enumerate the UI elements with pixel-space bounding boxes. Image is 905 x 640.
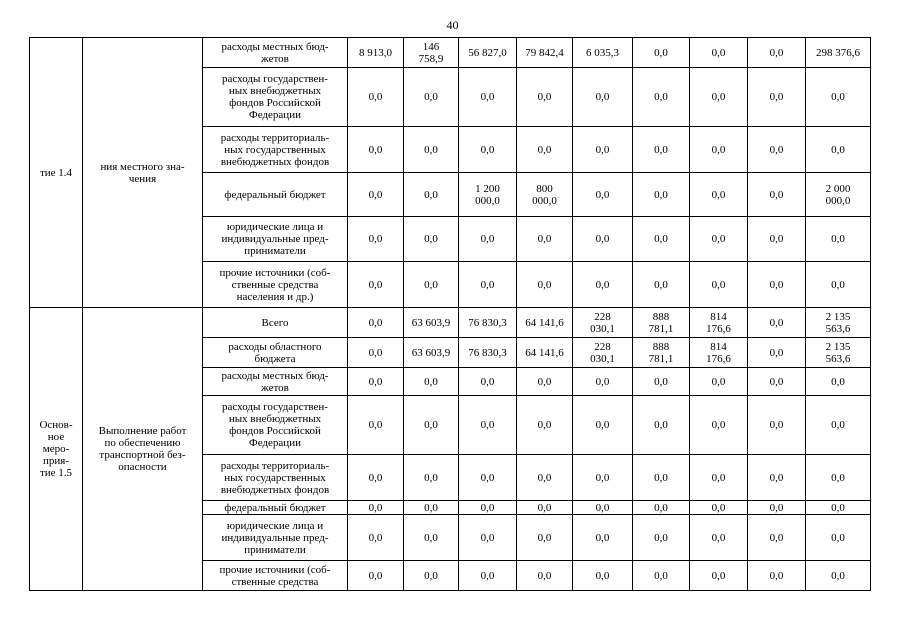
amount-cell: 0,0 [404,262,459,308]
amount-cell: 0,0 [806,127,871,173]
amount-cell: 0,0 [806,262,871,308]
amount-cell: 0,0 [748,262,806,308]
amount-cell: 0,0 [806,455,871,501]
amount-cell: 0,0 [404,396,459,455]
amount-cell: 2 000 000,0 [806,173,871,217]
measure-cell: Основ- ное меро- прия- тие 1.5 [30,308,83,591]
amount-cell: 0,0 [748,68,806,127]
measure-name-cell: ния местного зна- чения [83,38,203,308]
funding-source-cell: федеральный бюджет [203,501,348,515]
amount-cell: 0,0 [404,515,459,561]
amount-cell: 0,0 [806,368,871,396]
amount-cell: 0,0 [348,308,404,338]
amount-cell: 0,0 [748,396,806,455]
amount-cell: 0,0 [348,515,404,561]
amount-cell: 0,0 [459,501,517,515]
funding-source-cell: расходы местных бюд- жетов [203,38,348,68]
amount-cell: 0,0 [748,217,806,262]
amount-cell: 0,0 [573,68,633,127]
amount-cell: 0,0 [573,217,633,262]
amount-cell: 0,0 [806,217,871,262]
amount-cell: 888 781,1 [633,308,690,338]
amount-cell: 0,0 [690,396,748,455]
amount-cell: 0,0 [748,515,806,561]
amount-cell: 0,0 [348,396,404,455]
amount-cell: 0,0 [633,396,690,455]
amount-cell: 76 830,3 [459,308,517,338]
amount-cell: 0,0 [633,515,690,561]
funding-source-cell: прочие источники (соб- ственные средства населения и др.) [203,262,348,308]
amount-cell: 0,0 [459,368,517,396]
amount-cell: 0,0 [748,368,806,396]
amount-cell: 888 781,1 [633,338,690,368]
amount-cell: 0,0 [348,262,404,308]
amount-cell: 0,0 [633,262,690,308]
amount-cell: 0,0 [690,515,748,561]
amount-cell: 0,0 [459,455,517,501]
amount-cell: 2 135 563,6 [806,338,871,368]
amount-cell: 63 603,9 [404,308,459,338]
amount-cell: 0,0 [806,561,871,591]
amount-cell: 0,0 [348,501,404,515]
amount-cell: 0,0 [806,68,871,127]
amount-cell: 0,0 [404,455,459,501]
amount-cell: 228 030,1 [573,308,633,338]
amount-cell: 0,0 [633,38,690,68]
amount-cell: 0,0 [404,217,459,262]
amount-cell: 6 035,3 [573,38,633,68]
measure-name-cell: Выполнение работ по обеспечению транспортной без- опасности [83,308,203,591]
amount-cell: 0,0 [573,501,633,515]
amount-cell: 0,0 [748,338,806,368]
funding-source-cell: расходы государствен- ных внебюджетных фондов Российской Федерации [203,396,348,455]
amount-cell: 0,0 [748,455,806,501]
amount-cell: 0,0 [633,561,690,591]
amount-cell: 0,0 [517,396,573,455]
amount-cell: 79 842,4 [517,38,573,68]
amount-cell: 1 200 000,0 [459,173,517,217]
table-row [30,308,871,338]
amount-cell: 0,0 [690,38,748,68]
amount-cell: 0,0 [348,173,404,217]
amount-cell: 0,0 [748,173,806,217]
amount-cell: 0,0 [690,173,748,217]
amount-cell: 0,0 [806,396,871,455]
amount-cell: 0,0 [633,455,690,501]
amount-cell: 0,0 [459,127,517,173]
amount-cell: 0,0 [633,217,690,262]
amount-cell: 0,0 [517,127,573,173]
amount-cell: 800 000,0 [517,173,573,217]
amount-cell: 76 830,3 [459,338,517,368]
amount-cell: 0,0 [748,38,806,68]
amount-cell: 0,0 [806,515,871,561]
amount-cell: 0,0 [633,368,690,396]
funding-source-cell: расходы территориаль- ных государственных внебюджетных фондов [203,127,348,173]
amount-cell: 0,0 [517,515,573,561]
amount-cell: 0,0 [573,561,633,591]
amount-cell: 0,0 [517,368,573,396]
amount-cell: 0,0 [806,501,871,515]
amount-cell: 0,0 [573,455,633,501]
amount-cell: 0,0 [690,455,748,501]
amount-cell: 0,0 [404,68,459,127]
amount-cell: 0,0 [459,515,517,561]
amount-cell: 0,0 [348,455,404,501]
amount-cell: 0,0 [348,561,404,591]
funding-source-cell: расходы государствен- ных внебюджетных фондов Российской Федерации [203,68,348,127]
amount-cell: 0,0 [459,217,517,262]
amount-cell: 0,0 [348,217,404,262]
amount-cell: 0,0 [348,127,404,173]
amount-cell: 0,0 [748,308,806,338]
amount-cell: 228 030,1 [573,338,633,368]
amount-cell: 0,0 [690,68,748,127]
amount-cell: 0,0 [633,127,690,173]
page-number: 40 [446,18,459,32]
amount-cell: 56 827,0 [459,38,517,68]
amount-cell: 0,0 [404,501,459,515]
amount-cell: 0,0 [690,262,748,308]
amount-cell: 0,0 [517,561,573,591]
amount-cell: 0,0 [404,368,459,396]
amount-cell: 814 176,6 [690,308,748,338]
amount-cell: 0,0 [404,173,459,217]
amount-cell: 146 758,9 [404,38,459,68]
amount-cell: 0,0 [517,68,573,127]
amount-cell: 0,0 [748,561,806,591]
table-row [30,38,871,68]
amount-cell: 64 141,6 [517,308,573,338]
amount-cell: 0,0 [573,515,633,561]
funding-source-cell: расходы территориаль- ных государственных внебюджетных фондов [203,455,348,501]
amount-cell: 0,0 [348,368,404,396]
amount-cell: 298 376,6 [806,38,871,68]
funding-source-cell: расходы областного бюджета [203,338,348,368]
funding-source-cell: юридические лица и индивидуальные пред- приниматели [203,217,348,262]
amount-cell: 0,0 [573,368,633,396]
funding-source-cell: Всего [203,308,348,338]
amount-cell: 0,0 [573,396,633,455]
budget-table [29,37,871,591]
amount-cell: 0,0 [573,262,633,308]
amount-cell: 0,0 [748,501,806,515]
amount-cell: 0,0 [633,68,690,127]
amount-cell: 0,0 [573,127,633,173]
amount-cell: 63 603,9 [404,338,459,368]
amount-cell: 0,0 [690,501,748,515]
amount-cell: 2 135 563,6 [806,308,871,338]
measure-cell: тие 1.4 [30,38,83,308]
amount-cell: 0,0 [517,455,573,501]
funding-source-cell: прочие источники (соб- ственные средства [203,561,348,591]
amount-cell: 814 176,6 [690,338,748,368]
amount-cell: 0,0 [459,68,517,127]
amount-cell: 0,0 [459,262,517,308]
funding-source-cell: юридические лица и индивидуальные пред- приниматели [203,515,348,561]
funding-source-cell: федеральный бюджет [203,173,348,217]
amount-cell: 0,0 [690,368,748,396]
amount-cell: 0,0 [459,396,517,455]
amount-cell: 8 913,0 [348,38,404,68]
amount-cell: 0,0 [348,68,404,127]
amount-cell: 0,0 [690,127,748,173]
amount-cell: 0,0 [517,262,573,308]
amount-cell: 0,0 [690,561,748,591]
funding-source-cell: расходы местных бюд- жетов [203,368,348,396]
amount-cell: 0,0 [748,127,806,173]
amount-cell: 0,0 [633,173,690,217]
amount-cell: 0,0 [573,173,633,217]
amount-cell: 0,0 [404,127,459,173]
amount-cell: 0,0 [517,217,573,262]
amount-cell: 0,0 [633,501,690,515]
amount-cell: 0,0 [690,217,748,262]
amount-cell: 0,0 [517,501,573,515]
amount-cell: 0,0 [459,561,517,591]
amount-cell: 0,0 [404,561,459,591]
amount-cell: 0,0 [348,338,404,368]
amount-cell: 64 141,6 [517,338,573,368]
